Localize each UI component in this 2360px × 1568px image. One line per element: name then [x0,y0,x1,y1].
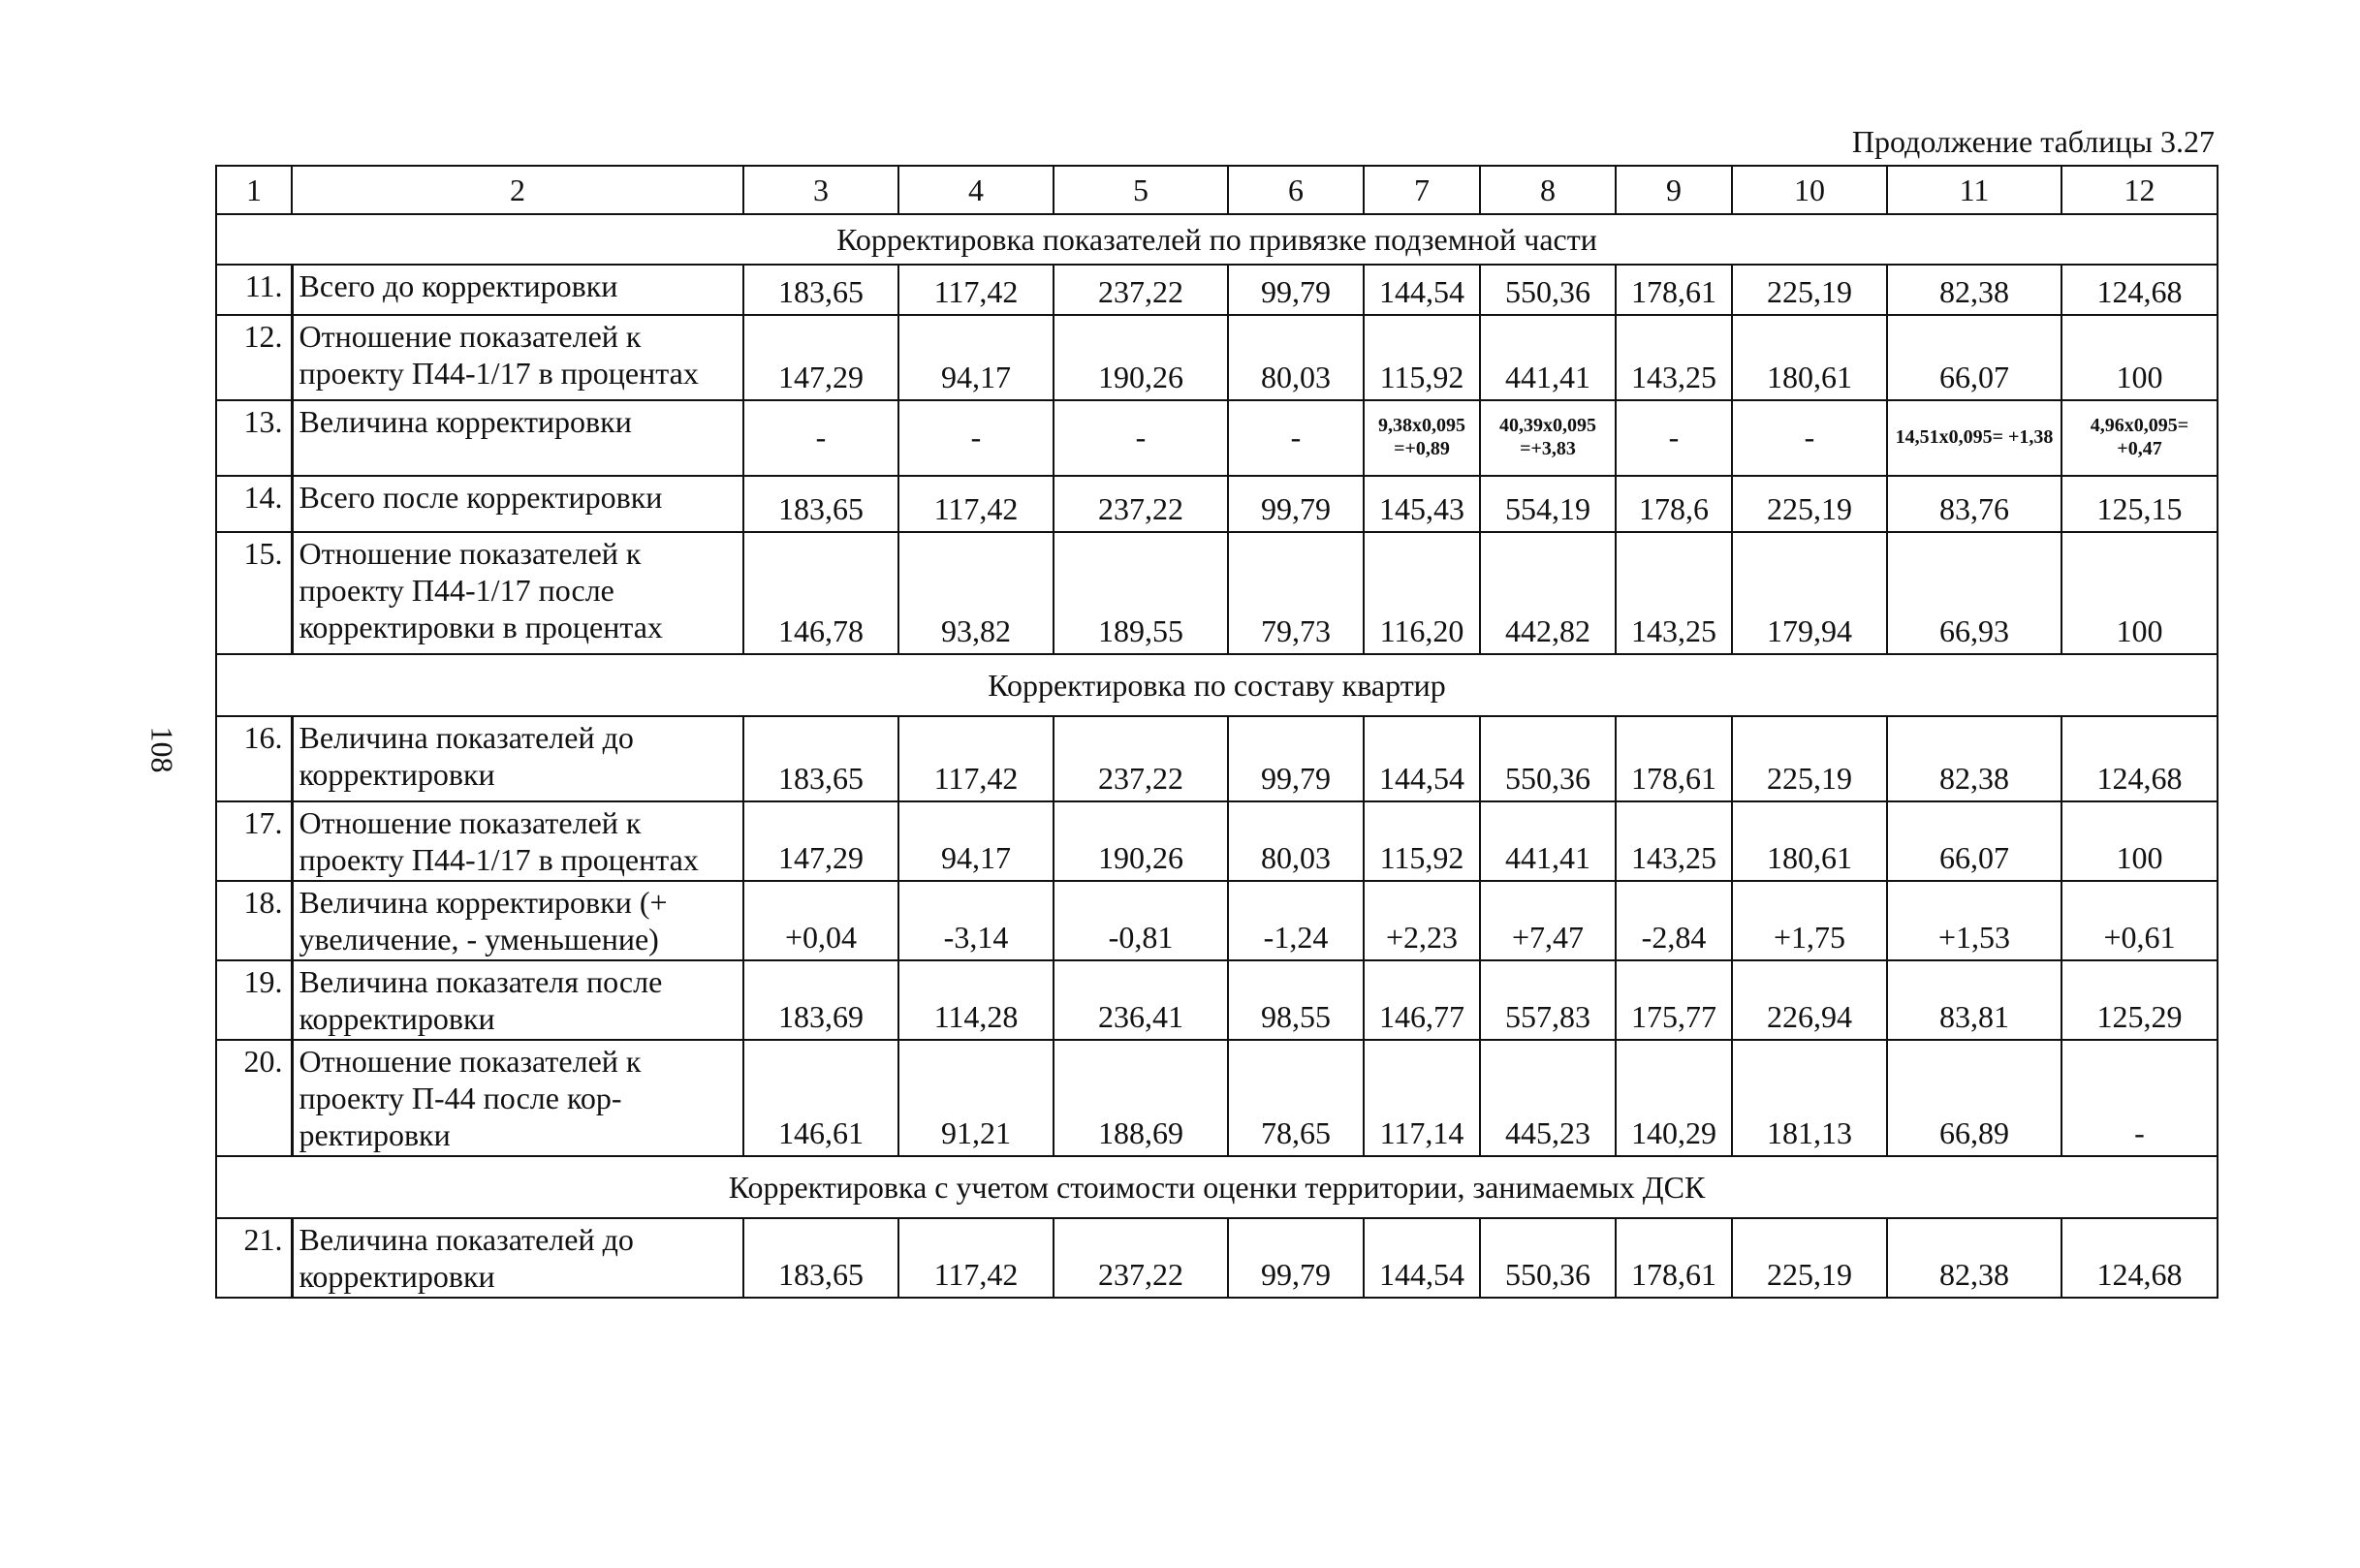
cell-value: 225,19 [1732,476,1887,532]
cell-value: 114,28 [898,960,1054,1040]
cell-value: 180,61 [1732,801,1887,881]
cell-value: 82,38 [1887,716,2061,801]
cell-value: +2,23 [1364,881,1480,960]
column-header: 9 [1616,166,1732,214]
cell-value: 557,83 [1480,960,1616,1040]
cell-value: 124,68 [2061,265,2218,315]
cell-value: 145,43 [1364,476,1480,532]
cell-value: 146,77 [1364,960,1480,1040]
cell-value: - [743,400,898,476]
cell-value: 144,54 [1364,1218,1480,1298]
cell-value: 99,79 [1228,1218,1364,1298]
data-table [215,165,2218,1299]
cell-value: 116,20 [1364,532,1480,654]
cell-value: -1,24 [1228,881,1364,960]
row-label: Величина показателей до корректировки [292,1218,743,1298]
row-number: 18. [216,881,292,960]
row-number: 12. [216,315,292,400]
cell-value: -0,81 [1054,881,1228,960]
cell-value: 147,29 [743,801,898,881]
row-label: Величина корректировки [292,400,743,476]
row-label: Отношение показателей к проекту П44-1/17 после корректировки в процентах [292,532,743,654]
column-header: 7 [1364,166,1480,214]
cell-value: 115,92 [1364,315,1480,400]
cell-value: 226,94 [1732,960,1887,1040]
cell-value: 9,38x0,095 =+0,89 [1364,400,1480,476]
column-header: 2 [292,166,743,214]
table-row [216,315,2218,400]
column-header: 1 [216,166,292,214]
cell-value: +7,47 [1480,881,1616,960]
cell-value: +1,53 [1887,881,2061,960]
section-title: Корректировка с учетом стоимости оценки территории, занимаемых ДСК [216,1156,2218,1218]
row-label: Отношение показателей к проекту П-44 после кор-ректировки [292,1040,743,1156]
section-row [216,214,2218,265]
row-label: Всего после корректировки [292,476,743,532]
cell-value: 94,17 [898,801,1054,881]
cell-value: 237,22 [1054,716,1228,801]
column-header: 10 [1732,166,1887,214]
cell-value: 99,79 [1228,265,1364,315]
cell-value: 100 [2061,532,2218,654]
cell-value: 225,19 [1732,265,1887,315]
row-label: Всего до корректировки [292,265,743,315]
cell-value: 550,36 [1480,265,1616,315]
cell-value: - [898,400,1054,476]
row-number: 16. [216,716,292,801]
column-header: 6 [1228,166,1364,214]
cell-value: 550,36 [1480,716,1616,801]
cell-value: 66,07 [1887,315,2061,400]
cell-value: 93,82 [898,532,1054,654]
section-title: Корректировка по составу квартир [216,654,2218,716]
table-row [216,801,2218,881]
table-row [216,960,2218,1040]
cell-value: 4,96x0,095= +0,47 [2061,400,2218,476]
cell-value: 178,61 [1616,1218,1732,1298]
cell-value: 117,42 [898,716,1054,801]
table-row [216,265,2218,315]
cell-value: 445,23 [1480,1040,1616,1156]
cell-value: 79,73 [1228,532,1364,654]
cell-value: 99,79 [1228,476,1364,532]
table-row [216,400,2218,476]
cell-value: 117,14 [1364,1040,1480,1156]
cell-value: 94,17 [898,315,1054,400]
cell-value: 143,25 [1616,532,1732,654]
cell-value: 146,61 [743,1040,898,1156]
cell-value: 554,19 [1480,476,1616,532]
cell-value: 189,55 [1054,532,1228,654]
cell-value: 14,51x0,095= +1,38 [1887,400,2061,476]
cell-value: +1,75 [1732,881,1887,960]
row-label: Отношение показателей к проекту П44-1/17 в процентах [292,315,743,400]
cell-value: - [1616,400,1732,476]
row-label: Величина показателя после корректировки [292,960,743,1040]
cell-value: 143,25 [1616,801,1732,881]
table-row [216,881,2218,960]
cell-value: 442,82 [1480,532,1616,654]
section-row [216,654,2218,716]
cell-value: 441,41 [1480,315,1616,400]
cell-value: 175,77 [1616,960,1732,1040]
cell-value: 181,13 [1732,1040,1887,1156]
cell-value: 441,41 [1480,801,1616,881]
row-number: 13. [216,400,292,476]
cell-value: - [1054,400,1228,476]
cell-value: 91,21 [898,1040,1054,1156]
cell-value: 190,26 [1054,315,1228,400]
cell-value: 83,81 [1887,960,2061,1040]
table-row [216,1040,2218,1156]
column-header: 11 [1887,166,2061,214]
cell-value: 225,19 [1732,1218,1887,1298]
header-row [216,166,2218,214]
cell-value: 225,19 [1732,716,1887,801]
cell-value: 144,54 [1364,716,1480,801]
cell-value: 125,29 [2061,960,2218,1040]
cell-value: 144,54 [1364,265,1480,315]
row-number: 20. [216,1040,292,1156]
cell-value: 80,03 [1228,801,1364,881]
cell-value: 550,36 [1480,1218,1616,1298]
column-header: 8 [1480,166,1616,214]
cell-value: 237,22 [1054,1218,1228,1298]
column-header: 5 [1054,166,1228,214]
row-number: 19. [216,960,292,1040]
cell-value: 190,26 [1054,801,1228,881]
cell-value: +0,61 [2061,881,2218,960]
cell-value: 237,22 [1054,265,1228,315]
row-number: 17. [216,801,292,881]
row-number: 21. [216,1218,292,1298]
cell-value: 178,6 [1616,476,1732,532]
table-caption: Продолжение таблицы 3.27 [1851,124,2215,159]
row-number: 14. [216,476,292,532]
cell-value: 146,78 [743,532,898,654]
column-header: 12 [2061,166,2218,214]
row-number: 15. [216,532,292,654]
row-label: Отношение показателей к проекту П44-1/17 в процентах [292,801,743,881]
cell-value: 100 [2061,315,2218,400]
cell-value: 183,65 [743,1218,898,1298]
cell-value: +0,04 [743,881,898,960]
cell-value: 236,41 [1054,960,1228,1040]
row-number: 11. [216,265,292,315]
cell-value: 78,65 [1228,1040,1364,1156]
cell-value: 143,25 [1616,315,1732,400]
cell-value: - [2061,1040,2218,1156]
table-row [216,716,2218,801]
table-row [216,476,2218,532]
cell-value: 66,93 [1887,532,2061,654]
column-header: 4 [898,166,1054,214]
cell-value: 40,39x0,095 =+3,83 [1480,400,1616,476]
cell-value: 188,69 [1054,1040,1228,1156]
cell-value: 183,65 [743,265,898,315]
cell-value: -3,14 [898,881,1054,960]
cell-value: 66,89 [1887,1040,2061,1156]
row-label: Величина корректировки (+ увеличение, - уменьшение) [292,881,743,960]
cell-value: 147,29 [743,315,898,400]
cell-value: 183,65 [743,716,898,801]
cell-value: 117,42 [898,265,1054,315]
section-title: Корректировка показателей по привязке подземной части [216,214,2218,265]
section-row [216,1156,2218,1218]
cell-value: - [1228,400,1364,476]
cell-value: 180,61 [1732,315,1887,400]
cell-value: 80,03 [1228,315,1364,400]
cell-value: 83,76 [1887,476,2061,532]
table-row [216,532,2218,654]
table-row [216,1218,2218,1298]
cell-value: 117,42 [898,476,1054,532]
row-label: Величина показателей до корректировки [292,716,743,801]
cell-value: 115,92 [1364,801,1480,881]
cell-value: 125,15 [2061,476,2218,532]
cell-value: 99,79 [1228,716,1364,801]
cell-value: 179,94 [1732,532,1887,654]
cell-value: 178,61 [1616,265,1732,315]
cell-value: 237,22 [1054,476,1228,532]
cell-value: 66,07 [1887,801,2061,881]
cell-value: -2,84 [1616,881,1732,960]
cell-value: 140,29 [1616,1040,1732,1156]
cell-value: 117,42 [898,1218,1054,1298]
cell-value: 82,38 [1887,1218,2061,1298]
cell-value: 183,69 [743,960,898,1040]
cell-value: - [1732,400,1887,476]
cell-value: 98,55 [1228,960,1364,1040]
cell-value: 124,68 [2061,1218,2218,1298]
cell-value: 124,68 [2061,716,2218,801]
column-header: 3 [743,166,898,214]
page-number: 108 [144,726,180,773]
cell-value: 82,38 [1887,265,2061,315]
cell-value: 100 [2061,801,2218,881]
cell-value: 178,61 [1616,716,1732,801]
cell-value: 183,65 [743,476,898,532]
